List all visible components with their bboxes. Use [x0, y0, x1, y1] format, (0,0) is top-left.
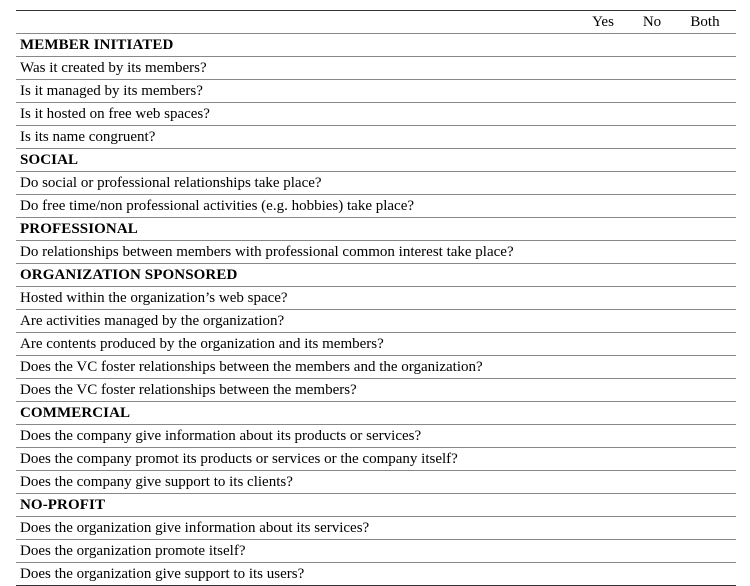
answer-cell-no[interactable] — [630, 172, 674, 195]
question-text: Hosted within the organization’s web space? — [16, 287, 576, 310]
answer-cell-yes[interactable] — [576, 517, 630, 540]
header-row — [16, 11, 736, 34]
section-title: ORGANIZATION SPONSORED — [16, 264, 736, 287]
answer-cell-both[interactable] — [674, 57, 736, 80]
question-text: Are activities managed by the organization? — [16, 310, 576, 333]
answer-cell-no[interactable] — [630, 448, 674, 471]
answer-cell-yes[interactable] — [576, 356, 630, 379]
answer-cell-yes[interactable] — [576, 57, 630, 80]
answer-cell-no[interactable] — [630, 563, 674, 586]
question-text: Does the VC foster relationships between the members? — [16, 379, 576, 402]
answer-cell-yes[interactable] — [576, 333, 630, 356]
answer-cell-no[interactable] — [630, 471, 674, 494]
answer-cell-yes[interactable] — [576, 195, 630, 218]
question-row — [16, 356, 736, 379]
question-text: Does the company give information about its products or services? — [16, 425, 576, 448]
answer-cell-yes[interactable] — [576, 241, 630, 264]
question-row — [16, 517, 736, 540]
section-row — [16, 218, 736, 241]
answer-cell-no[interactable] — [630, 517, 674, 540]
answer-cell-no[interactable] — [630, 103, 674, 126]
question-row — [16, 379, 736, 402]
questionnaire-body — [16, 11, 736, 586]
answer-cell-both[interactable] — [674, 333, 736, 356]
question-text: Was it created by its members? — [16, 57, 576, 80]
question-text: Are contents produced by the organization and its members? — [16, 333, 576, 356]
header-yes: Yes — [576, 11, 630, 34]
answer-cell-no[interactable] — [630, 540, 674, 563]
question-text: Does the organization give information about its services? — [16, 517, 576, 540]
question-text: Do social or professional relationships take place? — [16, 172, 576, 195]
answer-cell-both[interactable] — [674, 310, 736, 333]
question-row — [16, 425, 736, 448]
question-row — [16, 540, 736, 563]
answer-cell-no[interactable] — [630, 379, 674, 402]
question-text: Is it managed by its members? — [16, 80, 576, 103]
question-text: Do relationships between members with professional common interest take place? — [16, 241, 576, 264]
question-text: Does the organization promote itself? — [16, 540, 576, 563]
answer-cell-both[interactable] — [674, 448, 736, 471]
question-text: Does the organization give support to its users? — [16, 563, 576, 586]
answer-cell-both[interactable] — [674, 379, 736, 402]
answer-cell-both[interactable] — [674, 563, 736, 586]
answer-cell-no[interactable] — [630, 310, 674, 333]
answer-cell-yes[interactable] — [576, 126, 630, 149]
answer-cell-no[interactable] — [630, 195, 674, 218]
answer-cell-no[interactable] — [630, 425, 674, 448]
answer-cell-yes[interactable] — [576, 379, 630, 402]
question-row — [16, 241, 736, 264]
answer-cell-both[interactable] — [674, 103, 736, 126]
questionnaire-table — [16, 10, 736, 586]
question-row — [16, 448, 736, 471]
answer-cell-no[interactable] — [630, 356, 674, 379]
answer-cell-yes[interactable] — [576, 103, 630, 126]
answer-cell-no[interactable] — [630, 80, 674, 103]
answer-cell-yes[interactable] — [576, 563, 630, 586]
question-row — [16, 126, 736, 149]
answer-cell-both[interactable] — [674, 425, 736, 448]
section-title: MEMBER INITIATED — [16, 34, 736, 57]
question-row — [16, 103, 736, 126]
answer-cell-no[interactable] — [630, 287, 674, 310]
header-both: Both — [674, 11, 736, 34]
section-row — [16, 264, 736, 287]
question-row — [16, 563, 736, 586]
answer-cell-both[interactable] — [674, 126, 736, 149]
answer-cell-yes[interactable] — [576, 471, 630, 494]
answer-cell-no[interactable] — [630, 57, 674, 80]
question-text: Is it hosted on free web spaces? — [16, 103, 576, 126]
header-no: No — [630, 11, 674, 34]
question-text: Does the company promot its products or services or the company itself? — [16, 448, 576, 471]
answer-cell-yes[interactable] — [576, 80, 630, 103]
answer-cell-yes[interactable] — [576, 310, 630, 333]
question-row — [16, 57, 736, 80]
answer-cell-both[interactable] — [674, 172, 736, 195]
answer-cell-both[interactable] — [674, 517, 736, 540]
answer-cell-no[interactable] — [630, 241, 674, 264]
answer-cell-both[interactable] — [674, 80, 736, 103]
answer-cell-no[interactable] — [630, 333, 674, 356]
section-title: COMMERCIAL — [16, 402, 736, 425]
question-text: Does the VC foster relationships between the members and the organization? — [16, 356, 576, 379]
header-question-cell — [16, 11, 576, 34]
question-row — [16, 195, 736, 218]
answer-cell-yes[interactable] — [576, 172, 630, 195]
question-row — [16, 471, 736, 494]
section-title: NO-PROFIT — [16, 494, 736, 517]
section-row — [16, 494, 736, 517]
section-title: SOCIAL — [16, 149, 736, 172]
section-row — [16, 402, 736, 425]
answer-cell-both[interactable] — [674, 241, 736, 264]
question-row — [16, 287, 736, 310]
section-title: PROFESSIONAL — [16, 218, 736, 241]
question-row — [16, 333, 736, 356]
question-text: Does the company give support to its clients? — [16, 471, 576, 494]
answer-cell-yes[interactable] — [576, 540, 630, 563]
answer-cell-no[interactable] — [630, 126, 674, 149]
answer-cell-yes[interactable] — [576, 287, 630, 310]
question-row — [16, 172, 736, 195]
question-row — [16, 80, 736, 103]
answer-cell-both[interactable] — [674, 287, 736, 310]
question-row — [16, 310, 736, 333]
question-text: Is its name congruent? — [16, 126, 576, 149]
answer-cell-yes[interactable] — [576, 425, 630, 448]
section-row — [16, 149, 736, 172]
answer-cell-both[interactable] — [674, 356, 736, 379]
section-row — [16, 34, 736, 57]
answer-cell-both[interactable] — [674, 471, 736, 494]
answer-cell-both[interactable] — [674, 195, 736, 218]
answer-cell-both[interactable] — [674, 540, 736, 563]
answer-cell-yes[interactable] — [576, 448, 630, 471]
question-text: Do free time/non professional activities (e.g. hobbies) take place? — [16, 195, 576, 218]
